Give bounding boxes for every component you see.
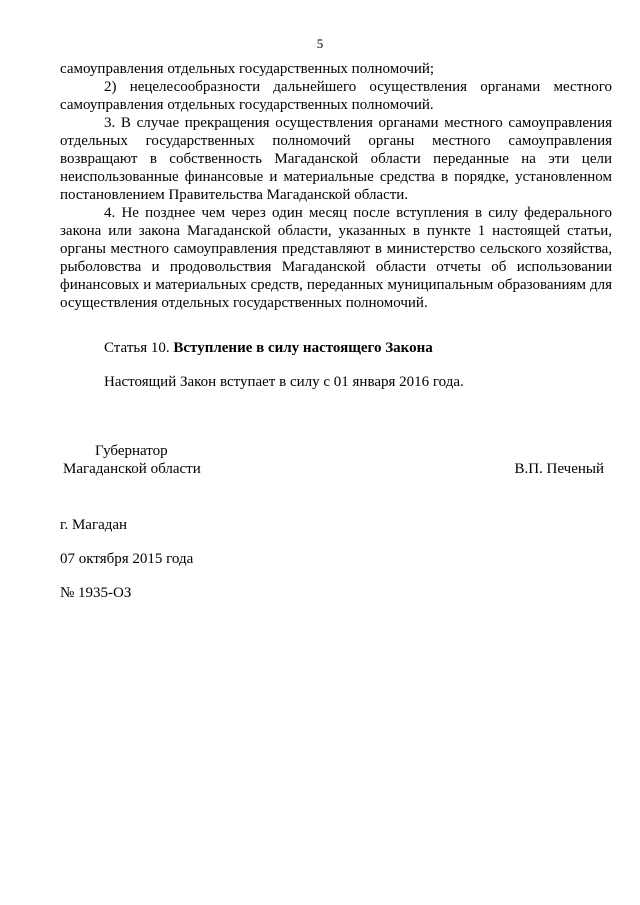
paragraph-item-4: 4. Не позднее чем через один месяц после вступления в силу федерального закона или закона Магаданской области, указанных в пункте 1 настоящей статьи, органы местного самоуправления представляют в министерство сельского хозяйства, рыболовства и продовольствия Магаданской области отчеты об использовании финансовых и материальных средств, переданных муниципальным образованиям для осуществления отдельных государственных полномочий. [60, 205, 612, 311]
article-number: Статья 10. [104, 340, 170, 356]
signatory-region: Магаданской области [63, 461, 201, 477]
article-text: Настоящий Закон вступает в силу с 01 января 2016 года. [104, 374, 464, 390]
law-body-text [60, 60, 612, 312]
article-heading [104, 339, 433, 357]
paragraph-item-2: 2) нецелесообразности дальнейшего осуществления органами местного самоуправления отдельных государственных полномочий. [60, 79, 612, 113]
law-number: № 1935-ОЗ [60, 585, 132, 601]
article-title: Вступление в силу настоящего Закона [173, 340, 433, 356]
date-of-signing: 07 октября 2015 года [60, 551, 194, 567]
signatory-name: В.П. Печеный [514, 461, 604, 477]
paragraph-continuation: самоуправления отдельных государственных полномочий; [60, 61, 435, 77]
paragraph-item-3: 3. В случае прекращения осуществления органами местного самоуправления отдельных государственных полномочий органы местного самоуправления возвращают в собственность Магаданской области переданные на эти цели неиспользованные финансовые и материальные средства в порядке, установленном постановлением Правительства Магаданской области. [60, 115, 612, 203]
page-number: 5 [316, 36, 324, 51]
signatory-title: Губернатор [95, 443, 168, 459]
place-of-signing: г. Магадан [60, 517, 128, 533]
